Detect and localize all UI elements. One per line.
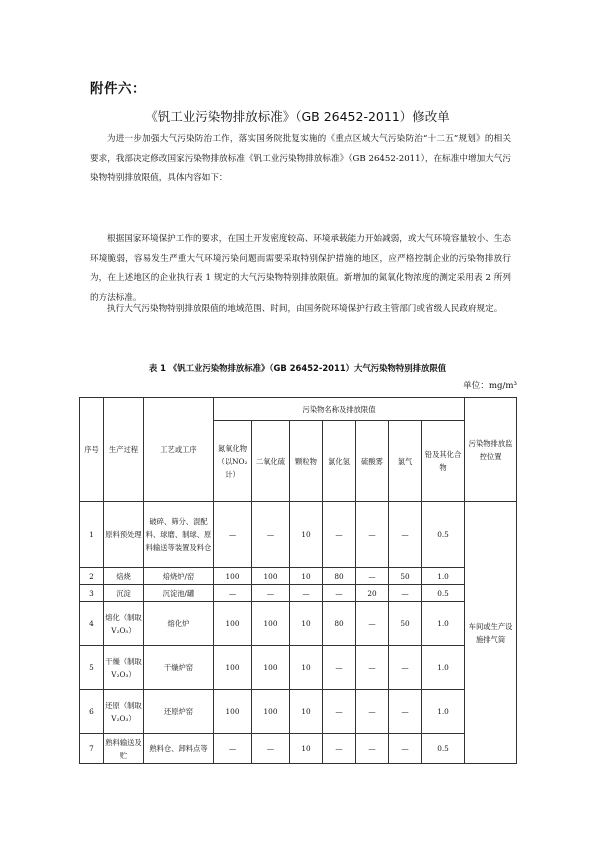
row-seq: 6	[80, 690, 104, 734]
row-seq: 3	[80, 585, 104, 602]
row-value: —	[214, 585, 252, 602]
row-value: 0.5	[422, 585, 465, 602]
row-value: —	[323, 585, 356, 602]
row-value: 10	[290, 568, 323, 585]
row-value: —	[323, 690, 356, 734]
table-row	[80, 502, 517, 568]
row-value: —	[389, 585, 422, 602]
table-row	[80, 646, 517, 690]
row-process: 原料预处理	[104, 502, 144, 568]
table-row	[80, 734, 517, 764]
row-value: —	[252, 734, 290, 764]
paragraph-2: 根据国家环境保护工作的要求，在国土开发密度较高、环境承载能力开始减弱，或大气环境容量较小、生态环境脆弱，容易发生严重大气环境污染问题而需要采取特别保护措施的地区，应严格控制企业的污染物排放行为，在上述地区的企业执行表 1 规定的大气污染物特别排放限值。新增加的氮氧化物浓度的测定采用表 2 所列的方法标准。	[90, 234, 511, 303]
header-pm: 颗粒物	[290, 421, 323, 502]
row-value: 10	[290, 602, 323, 646]
row-value: —	[323, 646, 356, 690]
row-value: 0.5	[422, 502, 465, 568]
row-process: 熔化（制取V₂O₅）	[104, 602, 144, 646]
row-value: 10	[290, 734, 323, 764]
row-value: —	[356, 568, 389, 585]
row-value: 0.5	[422, 734, 465, 764]
table-caption: 表 1 《钒工业污染物排放标准》（GB 26452-2011）大气污染物特别排放限值	[148, 363, 447, 373]
row-process: 干燥（制取V₂O₃）	[104, 646, 144, 690]
header-craft: 工艺或工序	[144, 398, 214, 502]
row-value: 80	[323, 568, 356, 585]
row-seq: 4	[80, 602, 104, 646]
row-value: 20	[356, 585, 389, 602]
attachment-label: 附件六：	[90, 81, 146, 97]
row-value: 80	[323, 602, 356, 646]
header-monitor: 污染物排放监控位置	[465, 398, 517, 502]
row-craft: 熔化炉	[144, 602, 214, 646]
header-so2: 二氧化硫	[252, 421, 290, 502]
table-row	[80, 585, 517, 602]
row-value: —	[214, 734, 252, 764]
row-craft: 熟料仓、卸料点等	[144, 734, 214, 764]
row-value: —	[356, 502, 389, 568]
row-value: 100	[252, 646, 290, 690]
header-lead: 铅及其化合物	[422, 421, 465, 502]
row-value: 1.0	[422, 568, 465, 585]
table-unit: 单位：mg/m³	[463, 381, 517, 391]
row-process: 沉淀	[104, 585, 144, 602]
row-seq: 7	[80, 734, 104, 764]
row-craft: 干燥炉窑	[144, 646, 214, 690]
table-row	[80, 568, 517, 585]
row-value: —	[389, 690, 422, 734]
row-seq: 1	[80, 502, 104, 568]
row-craft: 破碎、筛分、混配料、球磨、制球、原料输送等装置及料仓	[144, 502, 214, 568]
header-chlorine: 氯气	[389, 421, 422, 502]
row-value: 50	[389, 602, 422, 646]
row-value: —	[389, 502, 422, 568]
row-craft: 焙烧炉/窑	[144, 568, 214, 585]
row-craft: 还原炉窑	[144, 690, 214, 734]
row-value: 100	[252, 602, 290, 646]
row-value: —	[214, 502, 252, 568]
row-value: —	[252, 502, 290, 568]
header-process: 生产过程	[104, 398, 144, 502]
row-value: 10	[290, 690, 323, 734]
row-value: —	[356, 646, 389, 690]
table-row	[80, 690, 517, 734]
paragraph-1: 为进一步加强大气污染防治工作，落实国务院批复实施的《重点区域大气污染防治“十二五”规划》的相关要求，我部决定修改国家污染物排放标准《钒工业污染物排放标准》（GB 26452-2011），在标准中增加大气污染物特别排放限值，具体内容如下：	[90, 134, 511, 183]
row-process: 焙烧	[104, 568, 144, 585]
header-acid-mist: 硫酸雾	[356, 421, 389, 502]
row-value: 100	[252, 568, 290, 585]
row-value: 50	[389, 568, 422, 585]
row-value: —	[356, 602, 389, 646]
header-seq: 序号	[80, 398, 104, 502]
header-nox: 氮氧化物（以NO₂计）	[214, 421, 252, 502]
row-value: —	[356, 734, 389, 764]
row-value: —	[389, 734, 422, 764]
document-title: 《钒工业污染物排放标准》（GB 26452-2011）修改单	[145, 109, 450, 124]
row-value: 1.0	[422, 602, 465, 646]
row-value: 1.0	[422, 690, 465, 734]
table-row	[80, 602, 517, 646]
row-value: —	[323, 734, 356, 764]
header-hcl: 氯化氢	[323, 421, 356, 502]
row-value: 100	[214, 690, 252, 734]
emission-limits-table	[79, 397, 517, 764]
header-pollutant-group: 污染物名称及排放限值	[214, 398, 465, 421]
row-value: 10	[290, 646, 323, 690]
row-value: 100	[214, 602, 252, 646]
row-process: 还原（制取V₂O₃）	[104, 690, 144, 734]
table-body	[80, 502, 517, 764]
row-process: 熟料输送及贮	[104, 734, 144, 764]
row-value: 100	[214, 646, 252, 690]
paragraph-3: 执行大气污染物特别排放限值的地域范围、时间，由国务院环境保护行政主管部门或省级人民政府规定。	[107, 304, 503, 314]
row-craft: 沉淀池/罐	[144, 585, 214, 602]
row-value: 100	[214, 568, 252, 585]
row-value: —	[290, 585, 323, 602]
row-value: 10	[290, 502, 323, 568]
row-value: —	[356, 690, 389, 734]
row-value: —	[323, 502, 356, 568]
row-value: —	[252, 585, 290, 602]
row-value: 1.0	[422, 646, 465, 690]
monitor-location: 车间或生产设施排气筒	[465, 502, 517, 764]
row-seq: 5	[80, 646, 104, 690]
row-value: —	[389, 646, 422, 690]
row-value: 100	[252, 690, 290, 734]
row-seq: 2	[80, 568, 104, 585]
